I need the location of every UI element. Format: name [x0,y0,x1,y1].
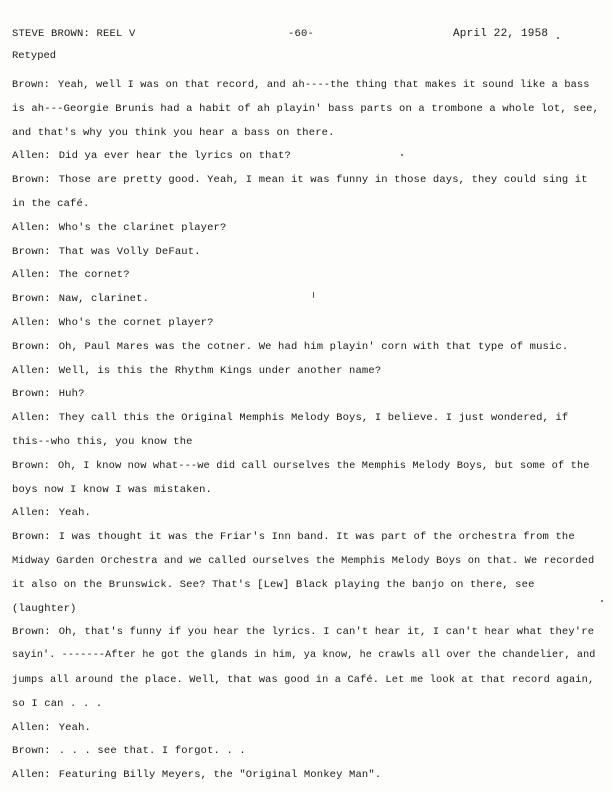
page-number: -60- [288,28,315,40]
transcript-line [12,460,590,472]
transcript-line [12,246,201,258]
transcript-line [12,626,594,638]
line-text: Oh, that's funny if you hear the lyrics. I can't hear it, I can't hear what they're [58,626,595,639]
speaker-label: Brown: [12,79,50,91]
paper-speck [313,292,314,298]
transcript-line [12,103,599,115]
line-text: I was thought it was the Friar's Inn band. It was part of the orchestra from the [58,531,575,544]
speaker-label: Brown: [12,293,51,306]
speaker-label: Brown: [12,626,51,639]
line-text: . . . see that. I forgot. . . [58,745,246,758]
transcript-line [12,127,335,139]
transcript-line [12,555,594,567]
speaker-label: Brown: [12,459,50,472]
line-text: it also on the Brunswick. See? That's [Lew] Black playing the banjo on there, see [12,578,535,591]
transcript-line [12,579,535,591]
speaker-label: Allen: [12,769,51,782]
speaker-label: Allen: [12,364,51,377]
transcript-line [12,174,588,186]
transcript-line [12,79,590,91]
paper-speck [401,154,403,156]
line-text: Naw, clarinet. [58,293,150,306]
line-text: boys now I know I was mistaken. [12,483,212,496]
transcript-line [12,603,77,615]
line-text: Oh, Paul Mares was the cotner. We had him playin' corn with that type of music. [58,340,569,353]
line-text: Yeah. [58,507,91,520]
transcript-line [12,745,246,757]
speaker-label: Brown: [12,531,51,544]
line-text: Who's the cornet player? [58,317,214,329]
line-text: Those are pretty good. Yeah, I mean it was funny in those days, they could sing it [58,174,588,187]
line-text: Featuring Billy Meyers, the "Original Monkey Man". [58,769,382,782]
transcript-line [12,698,102,710]
line-text: and that's why you think you hear a bass on there. [12,126,335,139]
line-text: They call this the Original Memphis Melody Boys, I believe. I just wondered, if [58,412,569,425]
transcript-line [12,341,568,353]
transcript-line [12,507,91,519]
speaker-label: Allen: [12,150,51,163]
line-text: (laughter) [12,602,77,615]
line-text: The cornet? [58,269,130,282]
speaker-label: Allen: [12,721,51,734]
line-text: That was Volly DeFaut. [58,245,201,258]
line-text: Huh? [58,388,85,401]
retyped-note: Retyped [12,50,57,62]
line-text: sayin'. -------After he got the glands in him, ya know, he crawls all over the chandelier, and [12,650,596,662]
transcript-line [12,317,214,329]
transcript-line [12,412,568,424]
speaker-label: Brown: [12,245,51,258]
line-text: Oh, I know now what---we did call ourselves the Memphis Melody Boys, but some of the [57,459,590,472]
speaker-label: Allen: [12,507,51,520]
paper-speck [557,37,559,39]
transcript-line [12,436,193,448]
paper-speck [601,600,603,602]
transcript-line [12,531,575,543]
speaker-label: Brown: [12,340,51,353]
speaker-label: Brown: [12,745,51,758]
transcript-line [12,293,149,305]
transcript-line [12,484,212,496]
speaker-label: Brown: [12,174,51,187]
header-date: April 22, 1958 [453,28,549,40]
line-text: Well, is this the Rhythm Kings under another name? [58,364,382,377]
transcript-line [12,365,381,377]
line-text: Yeah, well I was on that record, and ah----the thing that makes it sound like a bass [57,79,590,91]
line-text: is ah---Georgie Brunis had a habit of ah playin' bass parts on a trombone a whole lot, see, [12,102,600,115]
speaker-label: Allen: [12,269,51,282]
transcript-line [12,222,226,234]
line-text: Who's the clarinet player? [58,221,227,234]
transcript-line [12,674,594,686]
line-text: in the café. [12,198,90,210]
speaker-label: Allen: [12,412,51,425]
transcript-line [12,650,595,661]
speaker-label: Allen: [12,317,51,329]
line-text: so I can . . . [12,697,103,710]
transcript-line [12,769,381,781]
transcript-line [12,388,85,400]
speaker-label: Allen: [12,221,51,234]
header-left: STEVE BROWN: REEL V [12,28,136,40]
line-text: Midway Garden Orchestra and we called ourselves the Memphis Melody Boys on that. We recorded [12,555,595,567]
line-text: Did ya ever hear the lyrics on that? [58,150,291,163]
line-text: jumps all around the place. Well, that was good in a Café. Let me look at that record again, [12,674,595,686]
transcript-line [12,198,89,210]
speaker-label: Brown: [12,388,51,401]
line-text: this--who this, you know the [12,436,193,448]
line-text: Yeah. [58,721,91,734]
transcript-line [12,150,291,162]
transcript-line [12,269,130,281]
transcript-line [12,722,91,734]
